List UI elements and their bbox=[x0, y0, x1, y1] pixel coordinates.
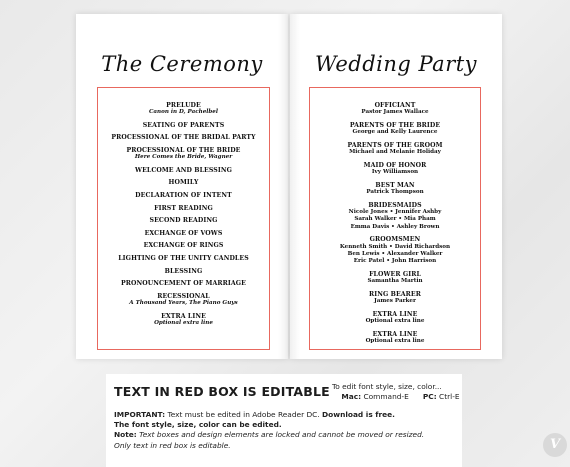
ceremony-item-heading: PRELUDE bbox=[166, 102, 201, 109]
ceremony-item-heading: PROCESSIONAL OF THE BRIDAL PARTY bbox=[111, 134, 256, 142]
ceremony-item-heading: PRONOUNCEMENT OF MARRIAGE bbox=[121, 280, 246, 288]
ceremony-item bbox=[98, 167, 269, 174]
shortcut-help bbox=[332, 382, 460, 402]
ceremony-item bbox=[98, 147, 269, 161]
ceremony-item-detail: Canon in D, Pachelbel bbox=[148, 109, 218, 116]
ceremony-item bbox=[98, 205, 269, 212]
ceremony-item bbox=[98, 179, 269, 186]
wedding-party-role: PARENTS OF THE GROOM bbox=[347, 142, 443, 149]
note-text: Text boxes and design elements are locked and cannot be moved or resized. bbox=[139, 430, 425, 440]
ceremony-item bbox=[98, 192, 269, 199]
wedding-party-name: Ben Lewis • Alexander Walker bbox=[347, 250, 443, 257]
ceremony-item-heading: EXCHANGE OF RINGS bbox=[143, 242, 224, 250]
ceremony-item bbox=[98, 122, 269, 129]
wedding-party-item bbox=[310, 271, 480, 285]
program-page-ceremony bbox=[76, 14, 288, 359]
wedding-party-name: Ivy Williamson bbox=[371, 169, 419, 176]
wedding-party-item bbox=[310, 162, 480, 176]
ceremony-item-heading: EXTRA LINE bbox=[161, 312, 206, 320]
ceremony-item-heading: SEATING OF PARENTS bbox=[142, 121, 225, 129]
wedding-party-name: Patrick Thompson bbox=[366, 189, 424, 196]
wedding-party-role: EXTRA LINE bbox=[372, 310, 418, 318]
wedding-party-role: FLOWER GIRL bbox=[369, 270, 421, 278]
wedding-party-editable-box[interactable] bbox=[309, 87, 481, 350]
ceremony-item bbox=[98, 217, 269, 224]
wedding-party-item bbox=[310, 102, 480, 116]
ceremony-item-heading: SECOND READING bbox=[149, 217, 218, 225]
ceremony-item bbox=[98, 242, 269, 249]
wedding-party-name: Kenneth Smith • David Richardson bbox=[339, 243, 451, 250]
ceremony-item-heading: HOMILY bbox=[168, 179, 199, 187]
wedding-party-name: Optional extra line bbox=[365, 318, 425, 325]
wedding-party-item bbox=[310, 291, 480, 305]
wedding-party-name: James Parker bbox=[374, 298, 416, 305]
wedding-party-item bbox=[310, 202, 480, 231]
pc-shortcut: Ctrl-E bbox=[439, 392, 460, 401]
ceremony-item bbox=[98, 134, 269, 141]
wedding-party-name: Pastor James Wallace bbox=[361, 109, 429, 116]
font-edit-line: The font style, size, color can be edited. bbox=[114, 420, 282, 430]
note-line bbox=[114, 430, 459, 440]
wedding-party-item bbox=[310, 142, 480, 156]
instructions-title: TEXT IN RED BOX IS EDITABLE bbox=[114, 384, 330, 399]
wedding-party-title: Wedding Party bbox=[314, 52, 478, 76]
program-page-wedding-party bbox=[290, 14, 502, 359]
ceremony-title: The Ceremony bbox=[101, 52, 263, 76]
wedding-party-item bbox=[310, 331, 480, 345]
ceremony-item bbox=[98, 102, 269, 116]
important-text: Text must be edited in Adobe Reader DC. bbox=[167, 410, 320, 419]
wedding-party-name: Eric Patel • John Harrison bbox=[353, 258, 437, 265]
brand-logo: V bbox=[543, 433, 567, 457]
editable-only-line: Only text in red box is editable. bbox=[114, 440, 231, 450]
ceremony-editable-box[interactable] bbox=[97, 87, 270, 350]
wedding-party-role: GROOMSMEN bbox=[369, 236, 421, 244]
ceremony-item bbox=[98, 255, 269, 262]
ceremony-item-heading: RECESSIONAL bbox=[157, 292, 210, 300]
wedding-party-name: Michael and Melanie Holiday bbox=[349, 149, 441, 156]
important-line bbox=[114, 410, 459, 420]
wedding-party-name: Samantha Martin bbox=[367, 278, 423, 285]
ceremony-item bbox=[98, 313, 269, 327]
wedding-party-name: Sarah Walker • Mia Pham bbox=[354, 216, 436, 223]
wedding-party-role: OFFICIANT bbox=[374, 102, 416, 109]
ceremony-item-heading: EXCHANGE OF VOWS bbox=[144, 229, 223, 237]
ceremony-item-heading: LIGHTING OF THE UNITY CANDLES bbox=[118, 254, 249, 262]
wedding-party-role: RING BEARER bbox=[369, 290, 421, 298]
wedding-party-name: Optional extra line bbox=[365, 338, 425, 345]
wedding-party-item bbox=[310, 311, 480, 325]
ceremony-item-heading: DECLARATION OF INTENT bbox=[135, 191, 232, 199]
instructions-body bbox=[114, 410, 459, 451]
ceremony-item-heading: WELCOME AND BLESSING bbox=[135, 166, 232, 174]
download-text: Download is free. bbox=[322, 410, 395, 419]
ceremony-item bbox=[98, 230, 269, 237]
ceremony-item bbox=[98, 293, 269, 307]
ceremony-item-heading: FIRST READING bbox=[154, 204, 213, 212]
mac-label: Mac: bbox=[341, 392, 362, 401]
ceremony-item-detail: Optional extra line bbox=[154, 319, 213, 326]
wedding-party-role: EXTRA LINE bbox=[372, 330, 418, 338]
wedding-party-role: BRIDESMAIDS bbox=[368, 202, 422, 209]
wedding-party-name: Nicole Jones • Jennifer Ashby bbox=[348, 209, 442, 216]
wedding-party-name: George and Kelly Laurence bbox=[352, 129, 438, 136]
instructions-panel bbox=[106, 374, 462, 467]
ceremony-item-detail: Here Comes the Bride, Wagner bbox=[134, 154, 233, 161]
note-label: Note: bbox=[114, 430, 137, 440]
wedding-party-role: PARENTS OF THE BRIDE bbox=[349, 122, 441, 129]
ceremony-item-heading: PROCESSIONAL OF THE BRIDE bbox=[126, 146, 241, 154]
shortcut-row bbox=[332, 392, 460, 402]
shortcut-heading: To edit font style, size, color... bbox=[332, 382, 442, 391]
pc-label: PC: bbox=[422, 392, 437, 401]
wedding-party-item bbox=[310, 122, 480, 136]
mac-shortcut: Command-E bbox=[363, 392, 409, 401]
wedding-party-item bbox=[310, 182, 480, 196]
ceremony-item-detail: A Thousand Years, The Piano Guys bbox=[129, 299, 238, 306]
wedding-party-item bbox=[310, 236, 480, 265]
wedding-party-name: Emma Davis • Ashley Brown bbox=[350, 223, 440, 230]
ceremony-item bbox=[98, 280, 269, 287]
important-label: IMPORTANT: bbox=[114, 410, 166, 419]
wedding-party-role: MAID OF HONOR bbox=[363, 162, 427, 169]
ceremony-item-heading: BLESSING bbox=[164, 267, 203, 275]
ceremony-item bbox=[98, 268, 269, 275]
wedding-party-role: BEST MAN bbox=[375, 182, 415, 189]
